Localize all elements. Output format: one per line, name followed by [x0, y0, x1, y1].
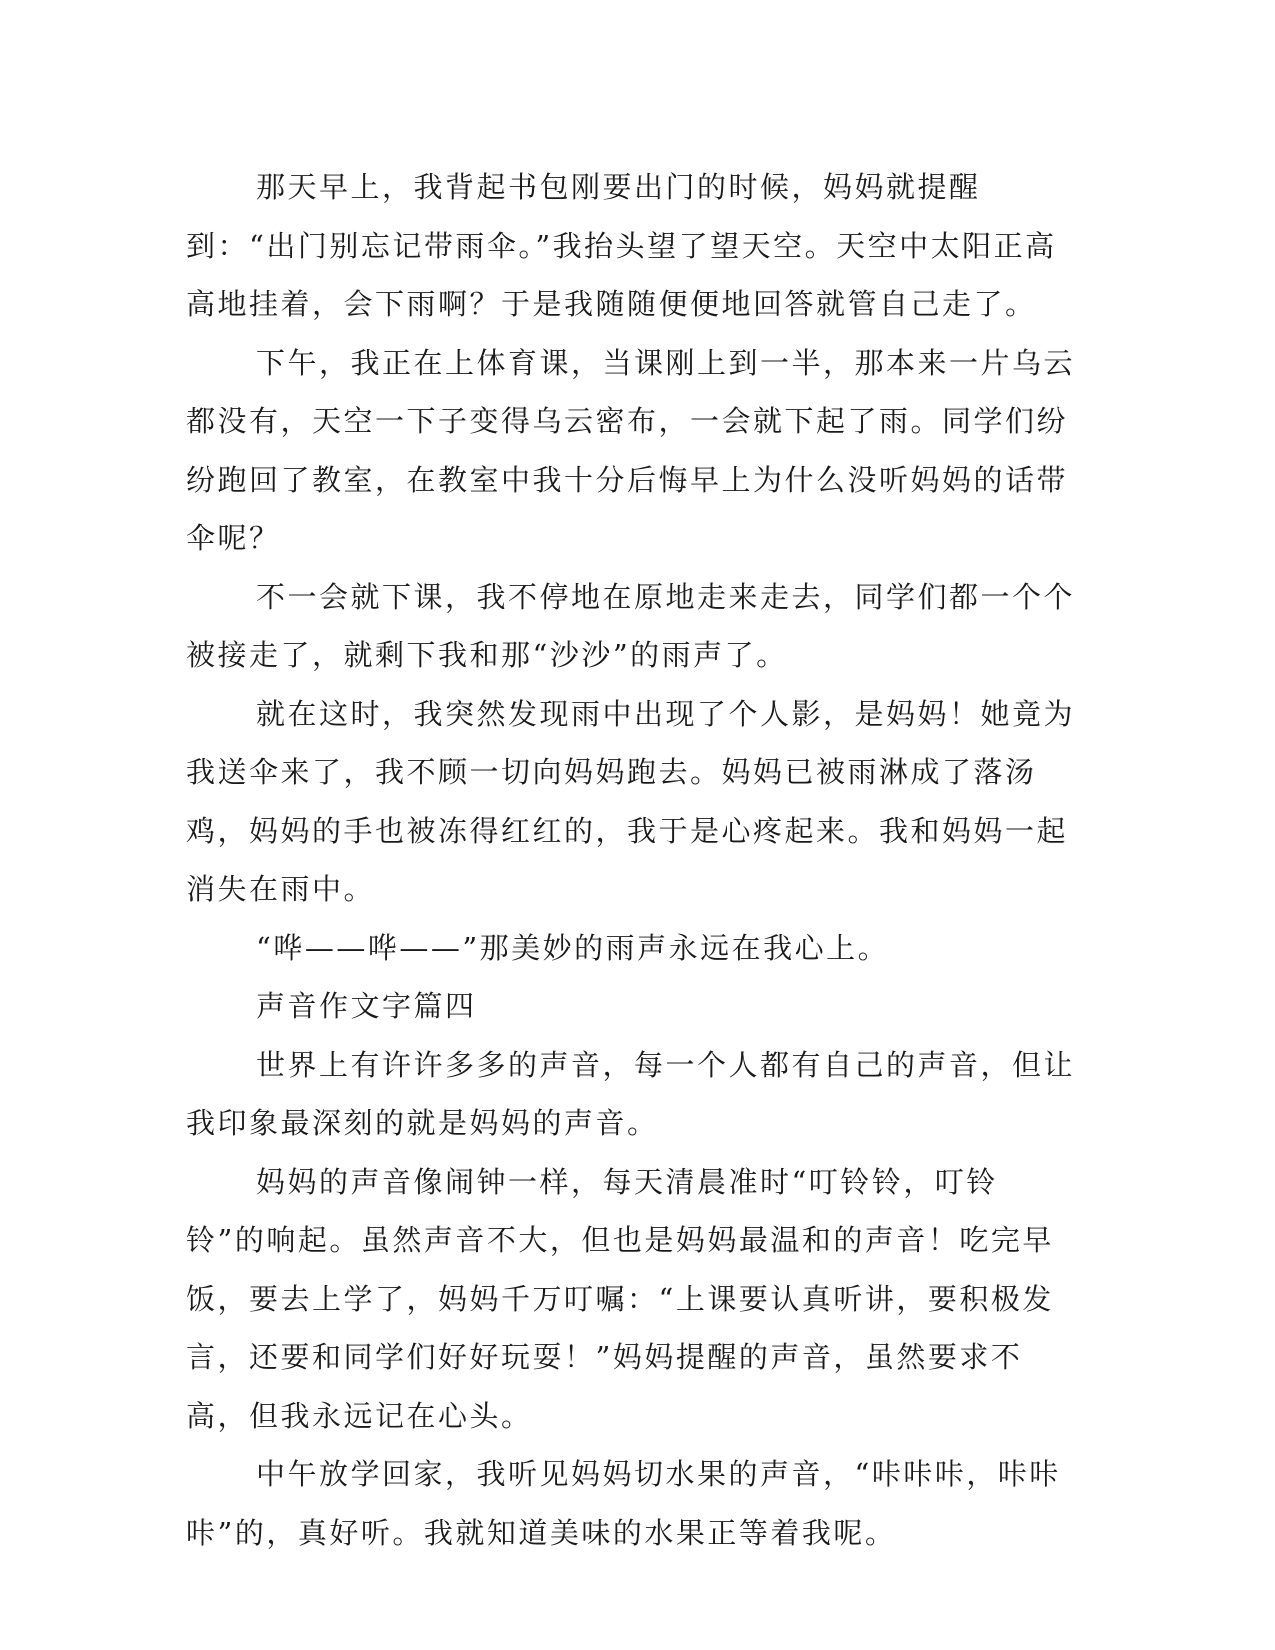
paragraph-rain-sound: “哗——哗——”那美妙的雨声永远在我心上。	[256, 930, 890, 965]
section-heading: 声音作文字篇四	[256, 989, 477, 1023]
paragraph-mothers-voice-intro: 世界上有许许多多的声音，每一个人都有自己的声音，但让我印象最深刻的就是妈妈的声音。	[186, 1047, 1076, 1140]
paragraph-after-class: 不一会就下课，我不停地在原地走来走去，同学们都一个个被接走了，就剩下我和那“沙沙”的雨声了。	[186, 579, 1076, 672]
paragraph-alarm-clock-voice: 妈妈的声音像闹钟一样，每天清晨准时“叮铃铃，叮铃铃”的响起。虽然声音不大，但也是妈妈最温和的声音！吃完早饭，要去上学了，妈妈千万叮嘱：“上课要认真听讲，要积极发言，还要和同学们好好玩耍！”妈妈提醒的声音，虽然要求不高，但我永远记在心头。	[186, 1164, 1054, 1433]
paragraph-forgot-umbrella: 那天早上，我背起书包刚要出门的时候，妈妈就提醒到：“出门别忘记带雨伞。”我抬头望了望天空。天空中太阳正高高地挂着，会下雨啊？于是我随随便便地回答就管自己走了。	[186, 170, 1057, 321]
paragraph-cutting-fruit: 中午放学回家，我听见妈妈切水果的声音，“咔咔咔，咔咔咔”的，真好听。我就知道美味的水果正等着我呢。	[186, 1457, 1061, 1550]
paragraph-mother-arrives: 就在这时，我突然发现雨中出现了个人影，是妈妈！她竟为我送伞来了，我不顾一切向妈妈跑去。妈妈已被雨淋成了落汤鸡，妈妈的手也被冻得红红的，我于是心疼起来。我和妈妈一起消失在雨中。	[186, 696, 1076, 906]
paragraph-pe-class-rain: 下午，我正在上体育课，当课刚上到一半，那本来一片乌云都没有，天空一下子变得乌云密布，一会就下起了雨。同学们纷纷跑回了教室，在教室中我十分后悔早上为什么没听妈妈的话带伞呢？	[186, 345, 1076, 555]
essay-body	[186, 158, 1076, 1562]
